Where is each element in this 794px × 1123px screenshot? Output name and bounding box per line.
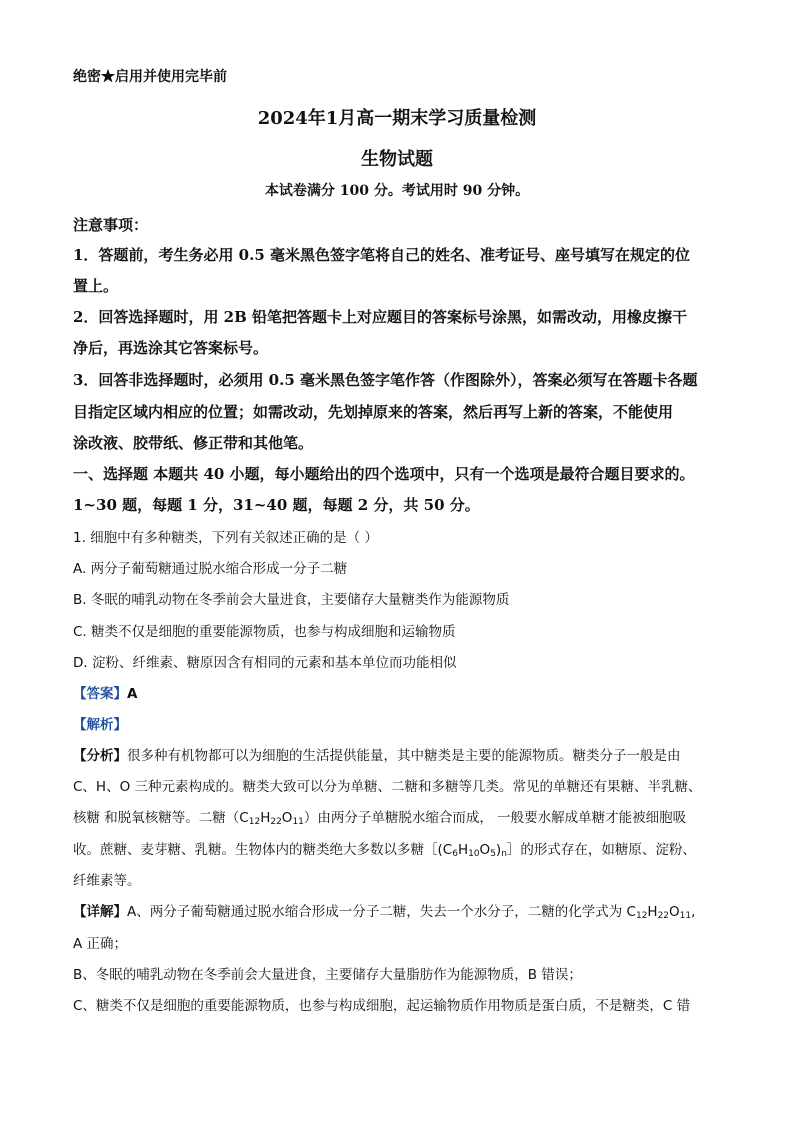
- question-stem: 1. 细胞中有多种糖类，下列有关叙述正确的是（ ）: [73, 530, 378, 546]
- fenxi-line: 纤维素等。: [73, 873, 141, 889]
- fenxi-tag: 【分析】: [73, 748, 127, 764]
- fenxi-line: [73, 838, 723, 858]
- notes-heading: 注意事项：: [73, 216, 149, 234]
- fenxi-text: 核糖 和脱氧核糖等。二糖（: [73, 810, 240, 826]
- note-line: 2．回答选择题时，用 2B 铅笔把答题卡上对应题目的答案标号涂黑，如需改动，用橡皮擦干: [73, 308, 688, 326]
- fenxi-text: ］的形式存在，如糖原、淀粉、: [506, 842, 696, 858]
- fenxi-text: 收。蔗糖、麦芽糖、乳糖。生物体内的糖类绝大多数以多糖［: [73, 842, 438, 858]
- answer-line: [73, 682, 723, 702]
- xiangjie-line: C、糖类不仅是细胞的重要能源物质，也参与构成细胞，起运输物质作用物质是蛋白质，不是糖类，C 错: [73, 998, 691, 1014]
- analysis-tag: 【解析】: [73, 717, 127, 733]
- note-line: 1．答题前，考生务必用 0.5 毫米黑色签字笔将自己的姓名、准考证号、座号填写在规定的位: [73, 246, 690, 264]
- xiangjie-line: [73, 900, 723, 920]
- disaccharide-formula: $C_{12}H_{22}O_{11}$,: [626, 904, 696, 920]
- secret-note: 绝密★启用并使用完毕前: [73, 69, 227, 85]
- note-line: 3．回答非选择题时，必须用 0.5 毫米黑色签字笔作答（作图除外），答案必须写在答题卡各题: [73, 371, 698, 389]
- section-heading: 一、选择题 本题共 40 小题，每小题给出的四个选项中，只有一个选项是最符合题目要求的。: [73, 465, 695, 483]
- xiangjie-text: A、两分子葡萄糖通过脱水缩合形成一分子二糖，失去一个水分子，二糖的化学式为: [127, 904, 627, 920]
- note-line: 涂改液、胶带纸、修正带和其他笔。: [73, 434, 314, 452]
- answer-value: A: [127, 686, 138, 702]
- answer-tag: 【答案】: [73, 686, 127, 702]
- page-title: 2024年1月高一期末学习质量检测: [257, 108, 537, 129]
- exam-info: 本试卷满分 100 分。考试用时 90 分钟。: [264, 183, 530, 199]
- fenxi-text: 很多种有机物都可以为细胞的生活提供能量，其中糖类是主要的能源物质。糖类分子一般是由: [127, 748, 681, 764]
- fenxi-text: ）由两分子单糖脱水缩合而成， 一般要水解成单糖才能被细胞吸: [303, 810, 687, 826]
- xiangjie-line: A 正确；: [73, 936, 128, 952]
- option-a: A. 两分子葡萄糖通过脱水缩合形成一分子二糖: [73, 561, 348, 577]
- polysaccharide-formula: $(C_6H_{10}O_5)_n$: [437, 842, 507, 858]
- section-scoring: 1~30 题，每题 1 分，31~40 题，每题 2 分，共 50 分。: [73, 496, 480, 514]
- option-b: B. 冬眠的哺乳动物在冬季前会大量进食，主要储存大量糖类作为能源物质: [73, 592, 510, 608]
- xiangjie-line: B、冬眠的哺乳动物在冬季前会大量进食，主要储存大量脂肪作为能源物质，B 错误；: [73, 967, 582, 983]
- option-c: C. 糖类不仅是细胞的重要能源物质，也参与构成细胞和运输物质: [73, 624, 456, 640]
- option-d: D. 淀粉、纤维素、糖原因含有相同的元素和基本单位而功能相似: [73, 655, 457, 671]
- note-line: 目指定区域内相应的位置；如需改动，先划掉原来的答案，然后再写上新的答案，不能使用: [73, 403, 674, 421]
- disaccharide-formula: $C_{12}H_{22}O_{11}$: [239, 810, 304, 826]
- note-line: 置上。: [73, 277, 119, 295]
- fenxi-line: [73, 744, 723, 764]
- fenxi-line: C、H、O 三种元素构成的。糖类大致可以分为单糖、二糖和多糖等几类。常见的单糖还有果糖、半乳糖、: [73, 779, 702, 795]
- fenxi-line: [73, 806, 723, 826]
- page-subtitle: 生物试题: [361, 149, 433, 170]
- analysis-line: [73, 713, 723, 733]
- note-line: 净后，再选涂其它答案标号。: [73, 339, 269, 357]
- xiangjie-tag: 【详解】: [73, 904, 127, 920]
